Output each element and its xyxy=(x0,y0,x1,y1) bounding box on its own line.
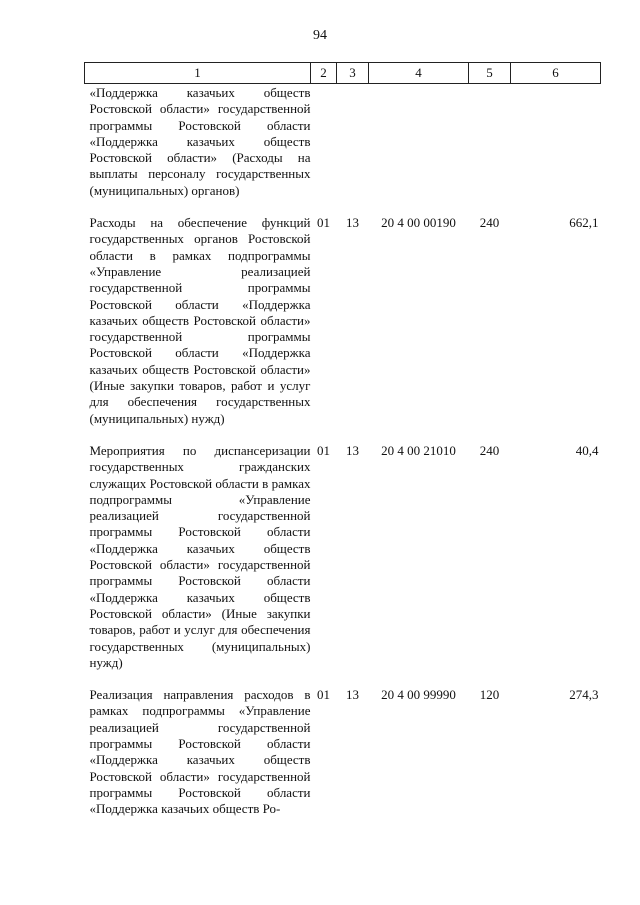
description-text: Мероприятия по диспансеризации государственных гражданских служащих Ростовской области в рамках подпрограммы «Управление реализацией государственной программы Ростовской области «Поддержка казачьих обществ Ростовской области» государственной программы Ростовской области «Поддержка казачьих обществ Ростовской области» (Иные закупки товаров, работ и услуг для обеспечения государственных (муниципальных) нужд) xyxy=(89,442,311,670)
row-amount: 274,3 xyxy=(569,687,599,703)
table-row xyxy=(85,431,601,675)
row-subsection xyxy=(337,84,369,204)
header-col-5: 5 xyxy=(469,63,511,84)
description-text: Реализация направления расходов в рамках подпрограммы «Управление реализацией государственной программы Ростовской области «Поддержка казачьих обществ Ростовской области» государственной программы Ростовской области «Поддержка казачьих обществ Ро- xyxy=(89,687,311,817)
row-description xyxy=(85,203,311,431)
row-amount xyxy=(511,84,601,204)
row-description xyxy=(85,675,311,821)
description-text: Расходы на обеспечение функций государственных органов Ростовской области в рамках подпрограммы «Управление реализацией государственной программы Ростовской области «Поддержка казачьих обществ Ростовской области» государственной программы Ростовской области «Поддержка казачьих обществ Ростовской области» (Иные закупки товаров, работ и услуг для обеспечения государственных (муниципальных) нужд) xyxy=(89,215,311,426)
row-amount: 662,1 xyxy=(569,215,599,231)
row-subsection: 13 xyxy=(346,442,359,458)
header-col-1: 1 xyxy=(85,63,311,84)
row-subsection: 13 xyxy=(346,215,359,231)
header-col-2: 2 xyxy=(311,63,337,84)
row-expense-type: 240 xyxy=(479,442,500,458)
row-description xyxy=(85,431,311,675)
header-col-6: 6 xyxy=(511,63,601,84)
row-description xyxy=(85,84,311,204)
row-section xyxy=(311,84,337,204)
row-target-article: 20 4 00 00190 xyxy=(381,215,456,231)
row-subsection: 13 xyxy=(346,687,359,703)
row-amount: 40,4 xyxy=(575,442,599,458)
table-row xyxy=(85,675,601,821)
header-col-3: 3 xyxy=(337,63,369,84)
budget-table xyxy=(84,62,601,821)
header-col-4: 4 xyxy=(369,63,469,84)
row-target-article: 20 4 00 21010 xyxy=(381,442,456,458)
row-target-article xyxy=(369,84,469,204)
header-row xyxy=(85,63,601,84)
table-row xyxy=(85,203,601,431)
page-number: 94 xyxy=(313,28,327,43)
row-expense-type: 240 xyxy=(479,215,500,231)
row-expense-type xyxy=(469,84,511,204)
description-text: «Поддержка казачьих обществ Ростовской области» государственной программы Ростовской области «Поддержка казачьих обществ Ростовской области» (Расходы на выплаты персоналу государственных (муниципальных) органов) xyxy=(89,85,311,198)
row-section: 01 xyxy=(317,442,330,458)
row-section: 01 xyxy=(317,215,330,231)
row-expense-type: 120 xyxy=(479,687,500,703)
row-target-article: 20 4 00 99990 xyxy=(381,687,456,703)
row-section: 01 xyxy=(317,687,330,703)
table-row xyxy=(85,84,601,204)
